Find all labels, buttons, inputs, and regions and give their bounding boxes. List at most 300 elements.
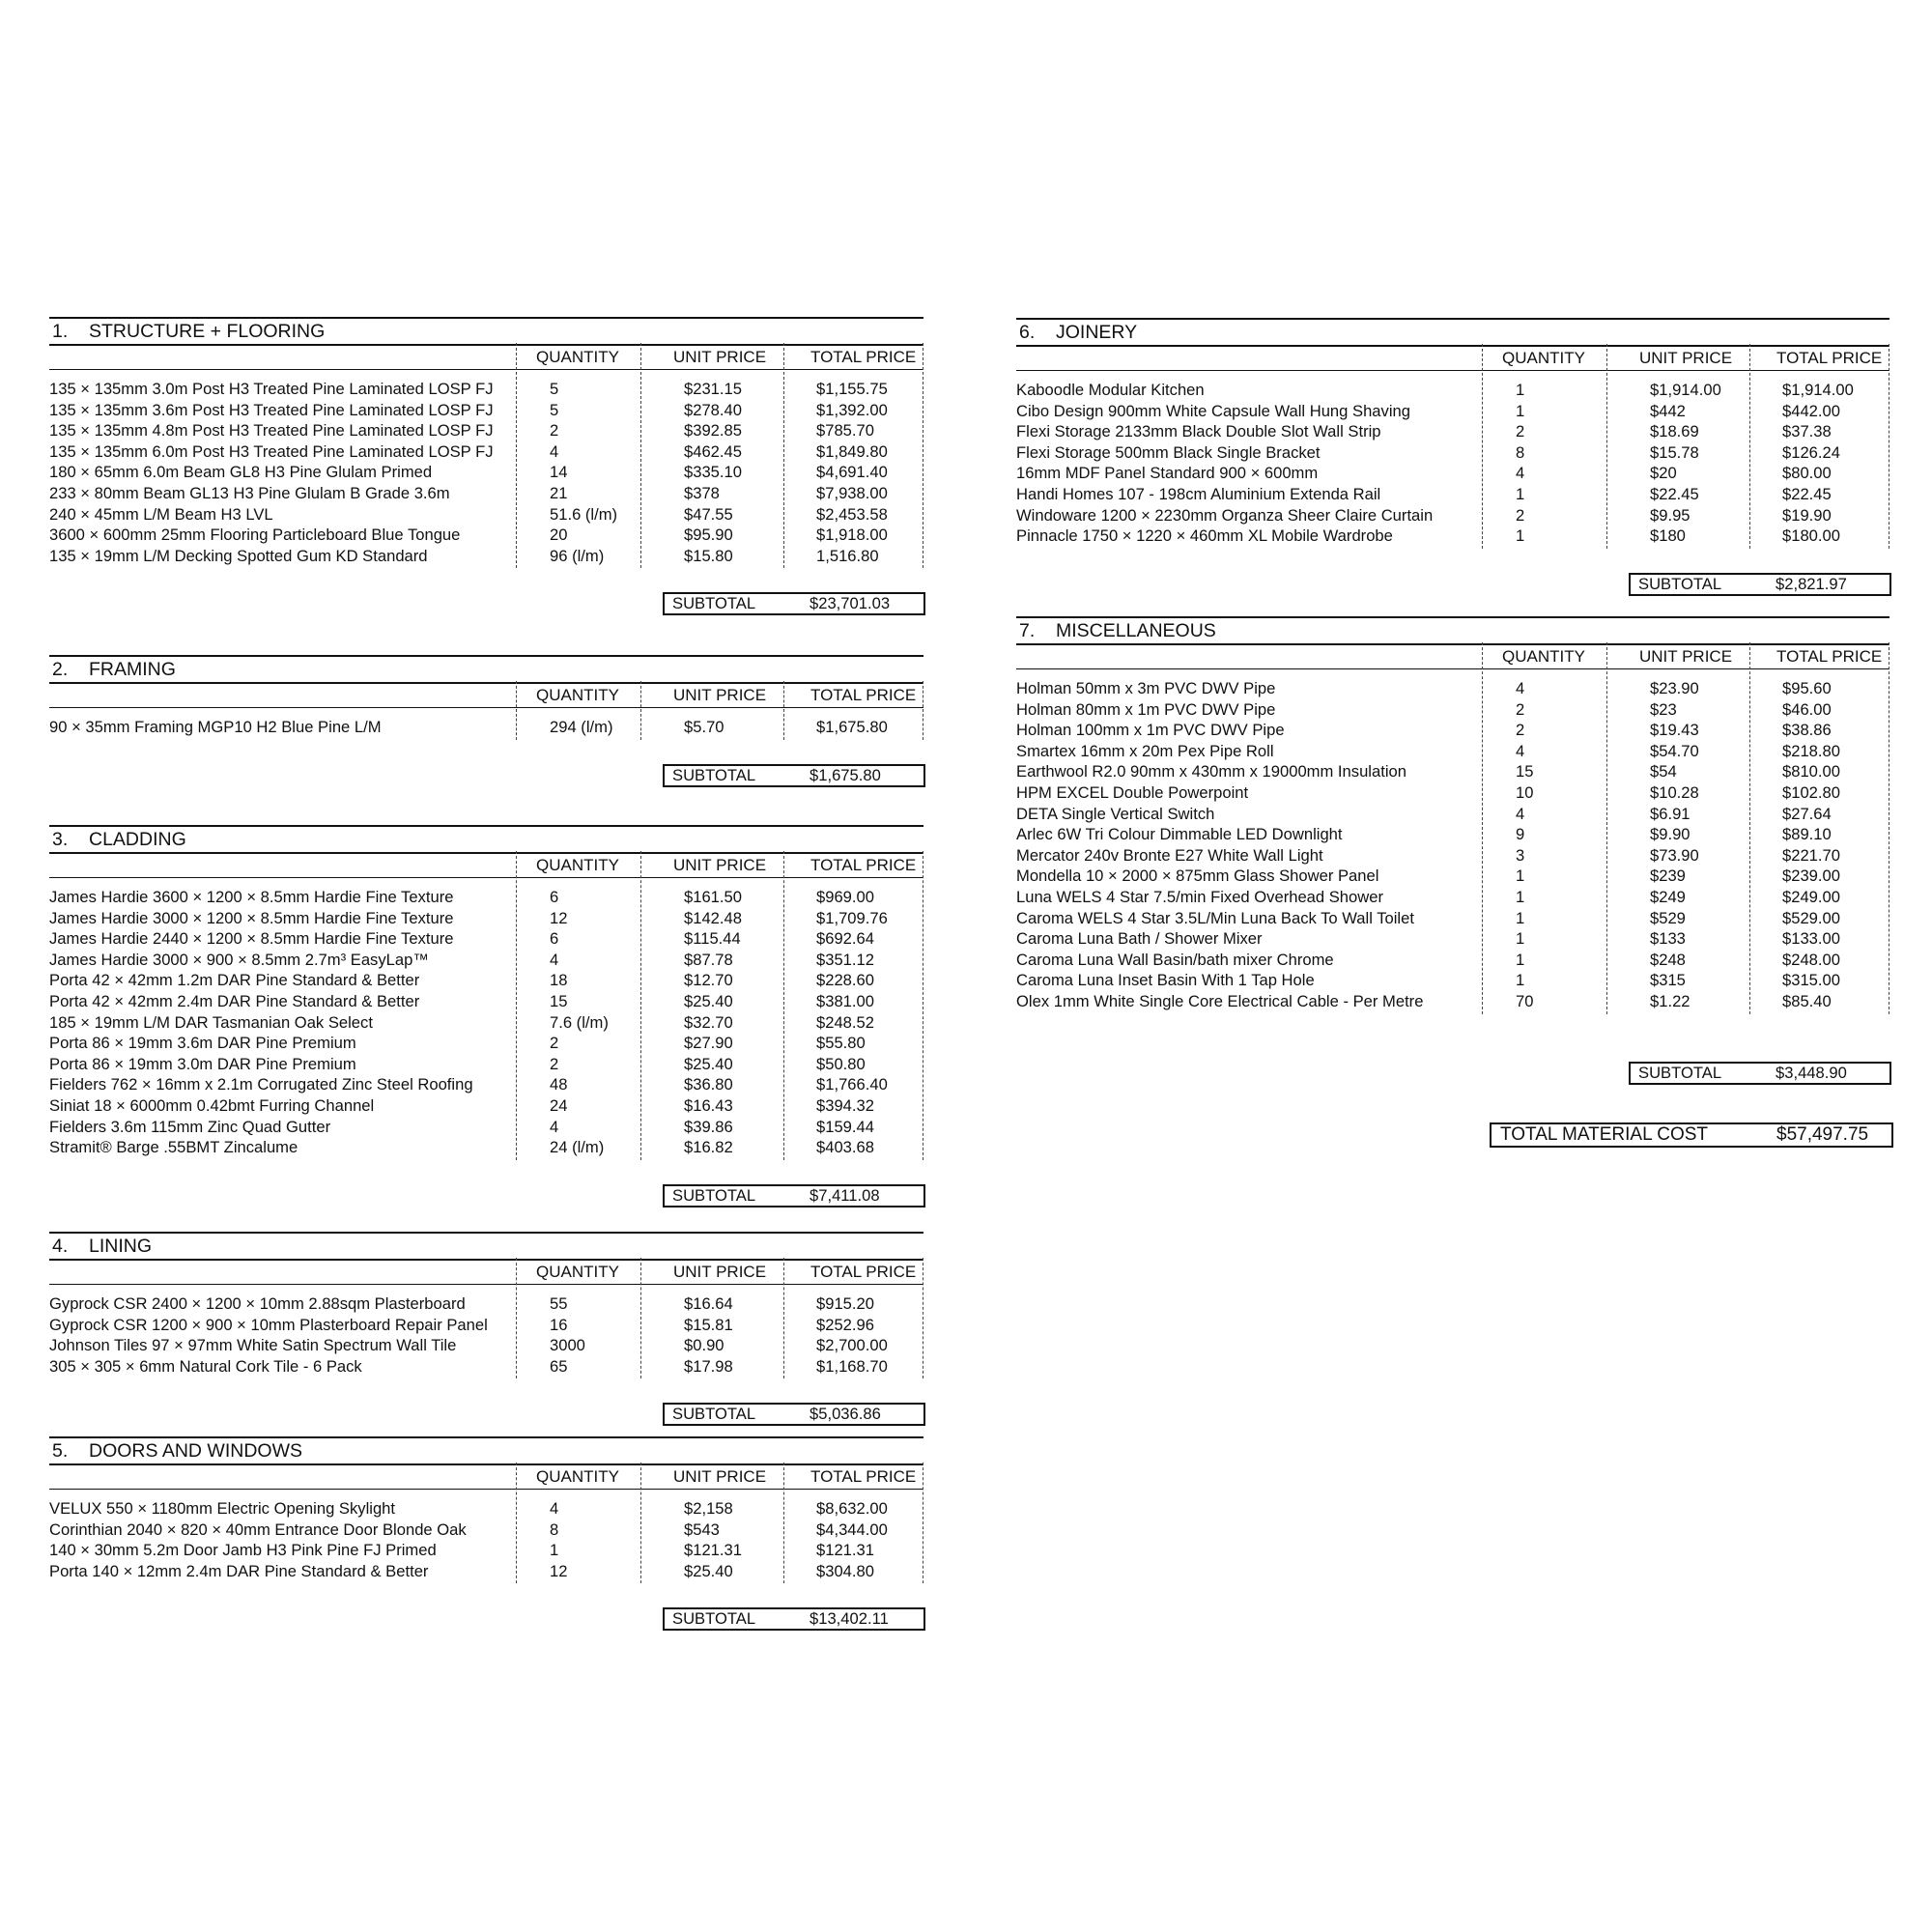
table-row [49,525,923,546]
item-quantity: 1 [1516,484,1525,503]
table-row [49,1137,923,1158]
item-description: 180 × 65mm 6.0m Beam GL8 H3 Pine Glulam Primed [49,463,433,482]
item-description: Flexi Storage 2133mm Black Double Slot Wall Strip [1016,422,1381,441]
item-total-price: $248.52 [816,1012,874,1032]
column-header-quantity: QUANTITY [1502,647,1585,666]
section-title [49,317,923,346]
item-unit-price: $73.90 [1650,845,1699,865]
column-divider [640,851,641,1160]
column-header-quantity: QUANTITY [536,856,619,874]
item-description: Earthwool R2.0 90mm x 430mm x 19000mm Insulation [1016,762,1406,781]
item-description: DETA Single Vertical Switch [1016,804,1215,823]
table-row [1016,720,1889,741]
column-divider [640,1258,641,1378]
table-row [49,1335,923,1356]
subtotal-box [663,592,925,615]
item-description: Porta 140 × 12mm 2.4m DAR Pine Standard & Better [49,1561,429,1580]
item-quantity: 2 [550,421,559,440]
item-unit-price: $54.70 [1650,741,1699,760]
table-row [49,717,923,738]
section-title-text: JOINERY [1056,322,1138,343]
table-row [49,887,923,908]
item-total-price: $80.00 [1782,464,1832,483]
table-row [49,379,923,400]
column-header-quantity: QUANTITY [536,1467,619,1486]
table-row [49,1012,923,1034]
item-description: Fielders 762 × 16mm x 2.1m Corrugated Zinc Steel Roofing [49,1075,473,1094]
item-unit-price: $442 [1650,401,1686,420]
item-description: Handi Homes 107 - 198cm Aluminium Extenda Rail [1016,484,1381,503]
item-unit-price: $27.90 [684,1034,733,1053]
table-row [1016,442,1889,464]
section-number: 4. [52,1236,69,1257]
item-total-price: $27.64 [1782,804,1832,823]
item-quantity: 55 [550,1294,568,1313]
section-4 [49,1232,923,1424]
item-quantity: 15 [550,991,568,1010]
item-quantity: 10 [1516,782,1534,802]
table-row [49,546,923,567]
item-description: Caroma Luna Inset Basin With 1 Tap Hole [1016,971,1315,990]
item-description: 3600 × 600mm 25mm Flooring Particleboard Blue Tongue [49,526,461,545]
item-description: HPM EXCEL Double Powerpoint [1016,782,1249,802]
item-quantity: 5 [550,400,559,419]
item-unit-price: $32.70 [684,1012,733,1032]
item-description: Cibo Design 900mm White Capsule Wall Hung Shaving [1016,401,1410,420]
column-header-unit-price: UNIT PRICE [673,856,767,874]
column-divider [1749,344,1750,549]
section-7 [1016,616,1889,1082]
table-row [49,991,923,1012]
column-divider [1749,642,1750,1014]
item-quantity: 48 [550,1075,568,1094]
total-material-cost-box [1490,1122,1893,1148]
item-quantity: 96 (l/m) [550,546,605,565]
column-divider [783,1463,784,1583]
subtotal-label: SUBTOTAL [672,1185,756,1205]
table-row [1016,380,1889,401]
total-material-cost-value: $57,497.75 [1776,1124,1869,1145]
item-description: Luna WELS 4 Star 7.5/min Fixed Overhead Shower [1016,887,1384,906]
table-body [1016,371,1889,547]
section-title [49,655,923,684]
item-description: 185 × 19mm L/M DAR Tasmanian Oak Select [49,1012,373,1032]
subtotal-value: $2,821.97 [1776,574,1847,593]
item-description: James Hardie 3600 × 1200 × 8.5mm Hardie Fine Texture [49,888,454,906]
item-unit-price: $25.40 [684,1561,733,1580]
item-unit-price: $278.40 [684,400,742,419]
item-quantity: 8 [1516,442,1525,462]
item-quantity: 8 [550,1520,559,1539]
item-quantity: 1 [1516,971,1525,990]
item-total-price: $1,766.40 [816,1075,888,1094]
section-title-text: MISCELLANEOUS [1056,620,1216,641]
column-header-total-price: TOTAL PRICE [810,1263,917,1281]
table-row [1016,887,1889,908]
subtotal-value: $1,675.80 [810,765,881,784]
item-description: Holman 100mm x 1m PVC DWV Pipe [1016,721,1285,740]
item-unit-price: $529 [1650,908,1686,927]
item-description: Porta 86 × 19mm 3.6m DAR Pine Premium [49,1034,356,1053]
subtotal-label: SUBTOTAL [672,594,756,613]
item-description: 305 × 305 × 6mm Natural Cork Tile - 6 Pack [49,1356,362,1376]
table-row [1016,950,1889,971]
item-description: Holman 80mm x 1m PVC DWV Pipe [1016,699,1276,719]
item-unit-price: $1,914.00 [1650,381,1721,399]
item-quantity: 4 [550,441,559,461]
item-total-price: $2,453.58 [816,504,888,524]
column-header-quantity: QUANTITY [536,348,619,366]
column-divider [783,851,784,1160]
table-row [49,1498,923,1520]
item-total-price: $228.60 [816,971,874,990]
table-row [1016,970,1889,991]
column-header-row [49,684,923,708]
subtotal-value: $13,402.11 [810,1609,889,1629]
item-unit-price: $462.45 [684,441,742,461]
column-divider [783,343,784,568]
item-description: Flexi Storage 500mm Black Single Bracket [1016,442,1321,462]
table-row [49,1356,923,1378]
table-row [49,483,923,504]
column-header-quantity: QUANTITY [1502,349,1585,367]
subtotal-label: SUBTOTAL [672,1609,756,1629]
table-row [49,400,923,421]
item-unit-price: $133 [1650,929,1686,949]
column-header-quantity: QUANTITY [536,686,619,704]
section-title-text: STRUCTURE + FLOORING [89,321,326,342]
item-description: Porta 42 × 42mm 1.2m DAR Pine Standard & Better [49,971,420,990]
item-unit-price: $231.15 [684,380,742,398]
item-quantity: 1 [550,1541,559,1560]
table-row [1016,699,1889,721]
item-quantity: 7.6 (l/m) [550,1012,609,1032]
item-quantity: 1 [1516,887,1525,906]
item-unit-price: $9.90 [1650,825,1690,844]
table-row [49,1117,923,1138]
item-unit-price: $115.44 [684,929,741,949]
column-header-quantity: QUANTITY [536,1263,619,1281]
item-quantity: 70 [1516,991,1534,1010]
column-divider [640,343,641,568]
item-unit-price: $25.40 [684,991,733,1010]
table-row [49,950,923,971]
table-row [1016,741,1889,762]
column-divider [783,1258,784,1378]
subtotal-label: SUBTOTAL [672,1405,756,1424]
subtotal-box [663,764,925,787]
item-unit-price: $20 [1650,464,1677,483]
item-unit-price: $0.90 [684,1336,724,1355]
table-row [1016,761,1889,782]
item-quantity: 18 [550,971,568,990]
item-description: Porta 42 × 42mm 2.4m DAR Pine Standard & Better [49,991,420,1010]
section-1 [49,317,923,613]
item-quantity: 2 [1516,699,1525,719]
item-total-price: $4,344.00 [816,1520,888,1539]
item-description: Smartex 16mm x 20m Pex Pipe Roll [1016,741,1274,760]
table-row [49,1315,923,1336]
item-quantity: 6 [550,929,559,949]
column-divider [1606,344,1607,549]
item-total-price: $394.32 [816,1095,874,1115]
column-divider [516,1258,517,1378]
item-quantity: 15 [1516,762,1534,781]
table-row [1016,401,1889,422]
table-row [1016,505,1889,526]
table-body [49,1490,923,1581]
item-description: Caroma Luna Bath / Shower Mixer [1016,929,1263,949]
item-total-price: $304.80 [816,1561,874,1580]
item-quantity: 12 [550,908,568,927]
item-description: 135 × 19mm L/M Decking Spotted Gum KD Standard [49,546,428,565]
column-header-row [1016,347,1889,371]
item-quantity: 294 (l/m) [550,718,613,736]
column-header-row [49,854,923,878]
item-total-price: $442.00 [1782,401,1840,420]
item-total-price: $351.12 [816,950,874,969]
table-row [1016,824,1889,845]
subtotal-label: SUBTOTAL [1638,1063,1722,1082]
table-body [49,1285,923,1377]
table-row [49,420,923,441]
item-total-price: $89.10 [1782,825,1832,844]
section-number: 6. [1019,322,1036,343]
table-row [1016,484,1889,505]
subtotal-value: $5,036.86 [810,1405,881,1424]
item-quantity: 2 [1516,721,1525,740]
table-row [49,1033,923,1054]
item-description: Holman 50mm x 3m PVC DWV Pipe [1016,679,1276,697]
item-quantity: 20 [550,526,568,545]
table-row [1016,991,1889,1012]
item-description: Gyprock CSR 2400 × 1200 × 10mm 2.88sqm Plasterboard [49,1294,466,1313]
item-total-price: $126.24 [1782,442,1840,462]
section-number: 2. [52,659,69,680]
item-total-price: $810.00 [1782,762,1840,781]
item-unit-price: $142.48 [684,908,742,927]
item-unit-price: $18.69 [1650,422,1699,441]
table-row [49,1561,923,1582]
item-total-price: $252.96 [816,1315,874,1334]
item-description: 90 × 35mm Framing MGP10 H2 Blue Pine L/M [49,718,382,736]
item-total-price: $1,392.00 [816,400,888,419]
section-number: 3. [52,829,69,850]
item-total-price: $85.40 [1782,991,1832,1010]
section-3 [49,825,923,1205]
section-title-text: DOORS AND WINDOWS [89,1440,303,1462]
item-quantity: 51.6 (l/m) [550,504,618,524]
item-quantity: 2 [550,1034,559,1053]
item-total-price: $46.00 [1782,699,1832,719]
item-total-price: $2,700.00 [816,1336,888,1355]
subtotal-box [663,1607,925,1631]
item-total-price: $1,155.75 [816,380,888,398]
table-row [49,1095,923,1117]
item-total-price: $1,168.70 [816,1356,888,1376]
section-2 [49,655,923,784]
item-quantity: 1 [1516,526,1525,546]
section-title-text: CLADDING [89,829,186,850]
item-unit-price: $16.64 [684,1294,733,1313]
item-total-price: $692.64 [816,929,874,949]
item-quantity: 65 [550,1356,568,1376]
column-divider [640,681,641,740]
item-unit-price: $5.70 [684,718,724,736]
section-number: 7. [1019,620,1036,641]
item-total-price: $121.31 [816,1541,874,1560]
column-header-unit-price: UNIT PRICE [673,686,767,704]
table-row [49,1540,923,1561]
item-unit-price: $9.95 [1650,505,1690,525]
item-quantity: 4 [550,1117,559,1136]
item-unit-price: $19.43 [1650,721,1699,740]
item-description: 140 × 30mm 5.2m Door Jamb H3 Pink Pine FJ Primed [49,1541,437,1560]
item-description: Pinnacle 1750 × 1220 × 460mm XL Mobile Wardrobe [1016,526,1393,546]
item-total-price: $159.44 [816,1117,874,1136]
table-row [49,462,923,483]
section-number: 5. [52,1440,69,1462]
item-description: 135 × 135mm 3.0m Post H3 Treated Pine Laminated LOSP FJ [49,380,494,398]
item-total-price: $19.90 [1782,505,1832,525]
item-unit-price: $22.45 [1650,484,1699,503]
item-unit-price: $15.78 [1650,442,1699,462]
item-total-price: $102.80 [1782,782,1840,802]
item-description: Siniat 18 × 6000mm 0.42bmt Furring Channel [49,1095,375,1115]
item-unit-price: $16.43 [684,1095,733,1115]
table-body [49,708,923,738]
item-quantity: 14 [550,463,568,482]
item-unit-price: $6.91 [1650,804,1690,823]
item-unit-price: $16.82 [684,1138,733,1157]
table-body [49,370,923,566]
subtotal-box [1629,573,1891,596]
item-unit-price: $15.80 [684,546,733,565]
section-5 [49,1436,923,1629]
column-divider [516,681,517,740]
table-row [49,1520,923,1541]
column-header-unit-price: UNIT PRICE [673,1263,767,1281]
item-quantity: 4 [1516,679,1525,697]
item-description: Caroma WELS 4 Star 3.5L/Min Luna Back To Wall Toilet [1016,908,1414,927]
table-row [1016,421,1889,442]
item-quantity: 1 [1516,381,1525,399]
item-quantity: 2 [1516,422,1525,441]
column-divider [516,343,517,568]
item-quantity: 1 [1516,908,1525,927]
table-body [1016,669,1889,1012]
item-total-price: $403.68 [816,1138,874,1157]
item-unit-price: $36.80 [684,1075,733,1094]
item-unit-price: $23.90 [1650,679,1699,697]
item-description: 240 × 45mm L/M Beam H3 LVL [49,504,273,524]
item-total-price: $37.38 [1782,422,1832,441]
item-total-price: $248.00 [1782,950,1840,969]
subtotal-value: $3,448.90 [1776,1063,1847,1082]
item-unit-price: $2,158 [684,1499,733,1518]
item-description: James Hardie 2440 × 1200 × 8.5mm Hardie Fine Texture [49,929,454,949]
table-row [1016,845,1889,867]
section-title [49,1436,923,1465]
item-quantity: 1 [1516,929,1525,949]
item-unit-price: $543 [684,1520,720,1539]
item-unit-price: $23 [1650,699,1677,719]
item-quantity: 21 [550,483,568,502]
item-total-price: $133.00 [1782,929,1840,949]
item-total-price: $915.20 [816,1294,874,1313]
item-quantity: 6 [550,888,559,906]
item-description: Porta 86 × 19mm 3.0m DAR Pine Premium [49,1054,356,1073]
item-description: Stramit® Barge .55BMT Zincalume [49,1138,298,1157]
item-description: James Hardie 3000 × 900 × 8.5mm 2.7m³ EasyLap™ [49,950,429,969]
item-total-price: 1,516.80 [816,546,879,565]
item-quantity: 3000 [550,1336,585,1355]
column-header-unit-price: UNIT PRICE [1639,349,1733,367]
subtotal-box [663,1403,925,1426]
item-total-price: $221.70 [1782,845,1840,865]
column-divider [516,1463,517,1583]
item-quantity: 4 [1516,804,1525,823]
table-row [49,1293,923,1315]
item-description: Gyprock CSR 1200 × 900 × 10mm Plasterboard Repair Panel [49,1315,488,1334]
item-total-price: $315.00 [1782,971,1840,990]
item-unit-price: $47.55 [684,504,733,524]
item-total-price: $1,918.00 [816,526,888,545]
item-description: VELUX 550 × 1180mm Electric Opening Skylight [49,1499,396,1518]
table-row [49,504,923,526]
item-description: 135 × 135mm 4.8m Post H3 Treated Pine Laminated LOSP FJ [49,421,494,440]
item-total-price: $249.00 [1782,887,1840,906]
table-row [49,1054,923,1075]
subtotal-value: $23,701.03 [810,594,891,613]
section-title [1016,616,1889,645]
item-quantity: 4 [1516,464,1525,483]
item-quantity: 16 [550,1315,568,1334]
table-row [1016,463,1889,484]
table-row [1016,866,1889,887]
item-quantity: 24 [550,1095,568,1115]
item-quantity: 5 [550,380,559,398]
item-total-price: $785.70 [816,421,874,440]
column-header-total-price: TOTAL PRICE [1776,647,1883,666]
subtotal-label: SUBTOTAL [1638,574,1722,593]
table-row [49,441,923,463]
item-unit-price: $161.50 [684,888,742,906]
column-divider [783,681,784,740]
item-unit-price: $10.28 [1650,782,1699,802]
item-quantity: 2 [1516,505,1525,525]
item-total-price: $180.00 [1782,526,1840,546]
item-description: Corinthian 2040 × 820 × 40mm Entrance Door Blonde Oak [49,1520,467,1539]
item-total-price: $95.60 [1782,679,1832,697]
item-description: Arlec 6W Tri Colour Dimmable LED Downlight [1016,825,1343,844]
item-unit-price: $87.78 [684,950,733,969]
item-description: James Hardie 3000 × 1200 × 8.5mm Hardie Fine Texture [49,908,454,927]
item-unit-price: $25.40 [684,1054,733,1073]
item-quantity: 12 [550,1561,568,1580]
item-description: Johnson Tiles 97 × 97mm White Satin Spectrum Wall Tile [49,1336,457,1355]
column-header-total-price: TOTAL PRICE [810,1467,917,1486]
item-unit-price: $95.90 [684,526,733,545]
section-number: 1. [52,321,69,342]
subtotal-value: $7,411.08 [810,1185,880,1205]
item-total-price: $38.86 [1782,721,1832,740]
item-quantity: 4 [550,1499,559,1518]
item-total-price: $55.80 [816,1034,866,1053]
column-divider [1482,344,1483,549]
table-body [49,878,923,1158]
table-row [1016,908,1889,929]
